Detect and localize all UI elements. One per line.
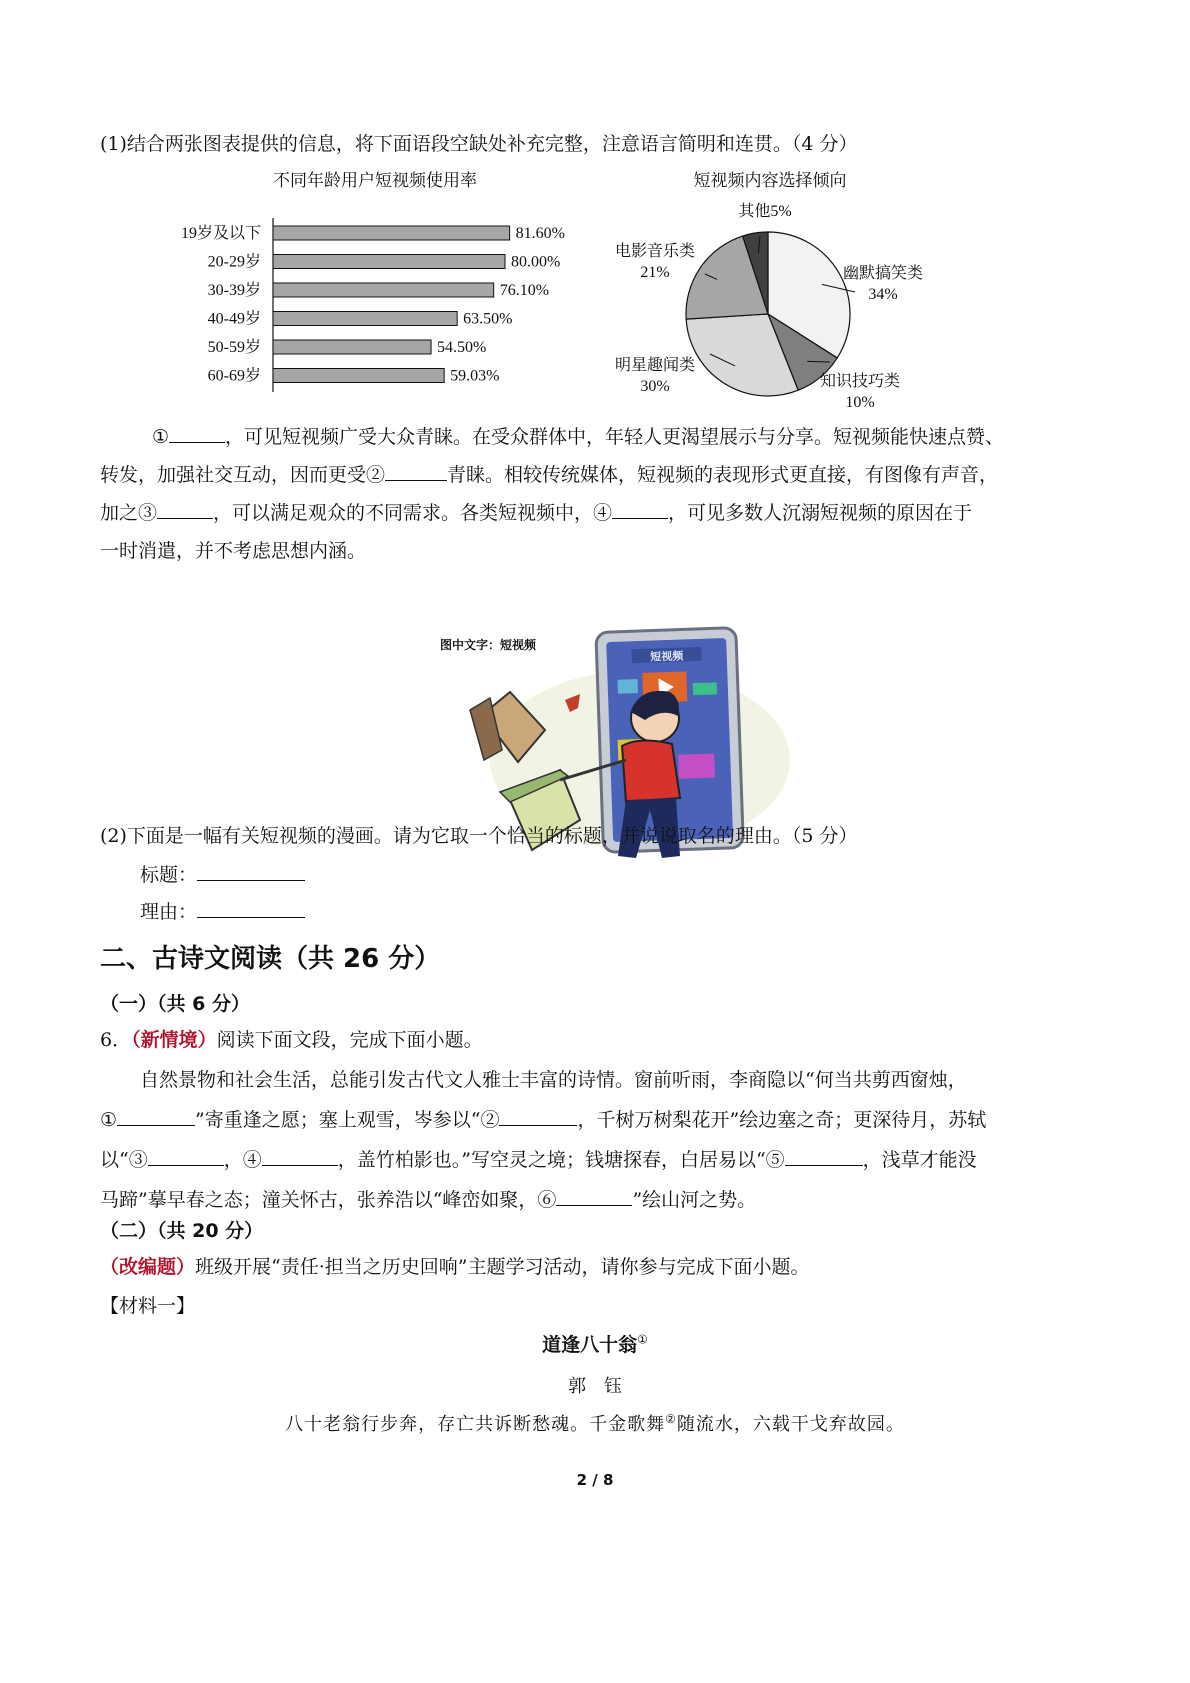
q2-prompt: (2)下面是一幅有关短视频的漫画。请为它取一个恰当的标题，并说说取名的理由。（5 分） xyxy=(100,825,858,847)
text: ，千树万树梨花开”绘边塞之奇；更深待月，苏轼 xyxy=(577,1109,987,1131)
text: ，可见短视频广受大众青睐。在受众群体中，年轻人更渴望展示与分享。短视频能快速点赞、 xyxy=(225,426,1005,448)
bar-value-label: 81.60% xyxy=(515,225,565,242)
para-line-1 xyxy=(100,418,1004,456)
bar-4 xyxy=(273,312,457,326)
q6-line xyxy=(100,1027,483,1053)
q2-title-label: 标题： xyxy=(140,864,198,886)
material-label: 【材料一】 xyxy=(100,1295,196,1317)
answer-blank-4[interactable] xyxy=(612,500,668,519)
bar-chart-title: 不同年龄用户短视频使用率 xyxy=(273,171,477,190)
pie-label: 其他5% xyxy=(738,203,792,220)
bar-category-label: 60-69岁 xyxy=(207,367,261,385)
para-line-3 xyxy=(100,494,1004,532)
page-number: 2 / 8 xyxy=(576,1471,614,1489)
text: 一时消遣，并不考虑思想内涵。 xyxy=(100,540,367,562)
q2-title-row xyxy=(140,862,305,888)
bar-category-label: 19岁及以下 xyxy=(180,225,261,242)
bar-1 xyxy=(273,226,510,240)
text: ，可见多数人沉溺短视频的原因在于 xyxy=(668,502,973,524)
poem-blank-5[interactable] xyxy=(785,1147,863,1166)
text: 转发，加强社交互动，因而更受② xyxy=(100,464,386,486)
text: ，可以满足观众的不同需求。各类短视频中，④ xyxy=(213,502,613,524)
poem-title-footnote: ① xyxy=(637,1332,648,1347)
text: ① xyxy=(100,1109,118,1131)
poem-blank-4[interactable] xyxy=(262,1147,338,1166)
text: 以“③ xyxy=(100,1149,148,1171)
q1-prompt: (1)结合两张图表提供的信息，将下面语段空缺处补充完整，注意语言简明和连贯。（4 分） xyxy=(100,133,858,155)
text: 自然景物和社会生活，总能引发古代文人雅士丰富的诗情。窗前听雨，李商隐以“何当共剪西窗烛， xyxy=(140,1069,967,1091)
bar-chart xyxy=(170,166,590,406)
poem-footnote: ② xyxy=(665,1412,677,1426)
poem-blank-6[interactable] xyxy=(556,1187,632,1206)
pie-label-name: 电影音乐类 xyxy=(614,243,696,260)
bar-3 xyxy=(273,283,494,297)
bar-value-label: 80.00% xyxy=(511,253,561,271)
poem-line-a: 八十老翁行步奔，存亡共诉断愁魂。千金歌舞 xyxy=(285,1414,666,1435)
activity-line xyxy=(100,1254,809,1280)
pie-label-value: 21% xyxy=(640,264,670,281)
q6-text: 阅读下面文段，完成下面小题。 xyxy=(216,1029,483,1051)
bar-category-label: 40-49岁 xyxy=(207,310,261,328)
pie-chart-title: 短视频内容选择倾向 xyxy=(693,171,847,190)
bar-category-label: 20-29岁 xyxy=(207,253,261,271)
q2-reason-label: 理由： xyxy=(140,901,198,923)
text: 青睐。相较传统媒体，短视频的表现形式更直接，有图像有声音， xyxy=(447,464,999,486)
pie-label-name: 明星趣闻类 xyxy=(614,357,696,374)
bar-value-label: 76.10% xyxy=(499,282,550,299)
subsection-1: （一）（共 6 分） xyxy=(100,993,250,1015)
q2-title-blank[interactable] xyxy=(197,862,305,881)
text: ”绘山河之势。 xyxy=(632,1189,757,1211)
subsection-2: （二）（共 20 分） xyxy=(100,1220,264,1242)
pie-label-name: 知识技巧类 xyxy=(819,373,901,390)
poem-blank-2[interactable] xyxy=(499,1107,577,1126)
answer-blank-1[interactable] xyxy=(169,424,225,443)
poem-blank-1[interactable] xyxy=(117,1107,195,1126)
text: 马蹄”摹早春之态；潼关怀古，张养浩以“峰峦如聚，⑥ xyxy=(100,1189,557,1211)
q1-paragraph xyxy=(100,418,1004,570)
q6-tag: （新情境） xyxy=(131,1029,217,1051)
text: ，④ xyxy=(223,1149,262,1171)
q2-reason-row xyxy=(140,899,305,925)
bar-value-label: 54.50% xyxy=(437,339,487,356)
poem-blank-3[interactable] xyxy=(148,1147,224,1166)
bar-value-label: 63.50% xyxy=(463,310,513,328)
q6-number: 6． xyxy=(100,1029,132,1051)
bar-6 xyxy=(273,369,444,383)
q6-paragraph xyxy=(100,1060,986,1220)
adapt-tag: （改编题） xyxy=(100,1256,196,1278)
poem-title xyxy=(0,1330,1190,1357)
text: ，浅草才能没 xyxy=(862,1149,977,1171)
pie-chart xyxy=(600,166,940,416)
q6-line-3 xyxy=(100,1140,986,1180)
bar-value-label: 59.03% xyxy=(450,367,500,385)
text: ，盖竹柏影也。”写空灵之境；钱塘探春，白居易以“⑤ xyxy=(337,1149,785,1171)
para-line-4 xyxy=(100,532,1004,570)
poem-line-b: 随流水，六载干戈弃故园。 xyxy=(676,1414,905,1435)
pie-label-value: 10% xyxy=(845,394,875,411)
poem-title-text: 道逢八十翁 xyxy=(542,1334,638,1356)
adapt-text: 班级开展“责任·担当之历史回响”主题学习活动，请你参与完成下面小题。 xyxy=(195,1256,810,1278)
poem-line xyxy=(0,1410,1190,1436)
pie-label-name: 幽默搞笑类 xyxy=(842,265,924,282)
bar-5 xyxy=(273,340,431,354)
cartoon-caption: 图中文字：短视频 xyxy=(440,638,537,652)
answer-blank-2[interactable] xyxy=(385,462,447,481)
answer-blank-3[interactable] xyxy=(157,500,213,519)
pie-label-value: 34% xyxy=(868,286,898,303)
q6-line-1 xyxy=(100,1060,986,1100)
text: ”寄重逢之愿；塞上观雪，岑参以“② xyxy=(195,1109,500,1131)
q6-line-2 xyxy=(100,1100,986,1140)
cartoon-screen-title: 短视频 xyxy=(650,649,684,664)
text: 加之③ xyxy=(100,502,158,524)
bar-category-label: 50-59岁 xyxy=(207,339,261,356)
bar-category-label: 30-39岁 xyxy=(207,282,261,299)
para-line-2 xyxy=(100,456,1004,494)
pie-leader-line xyxy=(807,361,830,362)
q6-line-4 xyxy=(100,1180,986,1220)
poem-author: 郭 钰 xyxy=(568,1376,622,1397)
q2-reason-blank[interactable] xyxy=(197,899,305,918)
text: ① xyxy=(152,426,170,448)
pie-label-value: 30% xyxy=(640,378,670,395)
bar-2 xyxy=(273,255,505,269)
section-heading: 二、古诗文阅读（共 26 分） xyxy=(100,944,441,974)
